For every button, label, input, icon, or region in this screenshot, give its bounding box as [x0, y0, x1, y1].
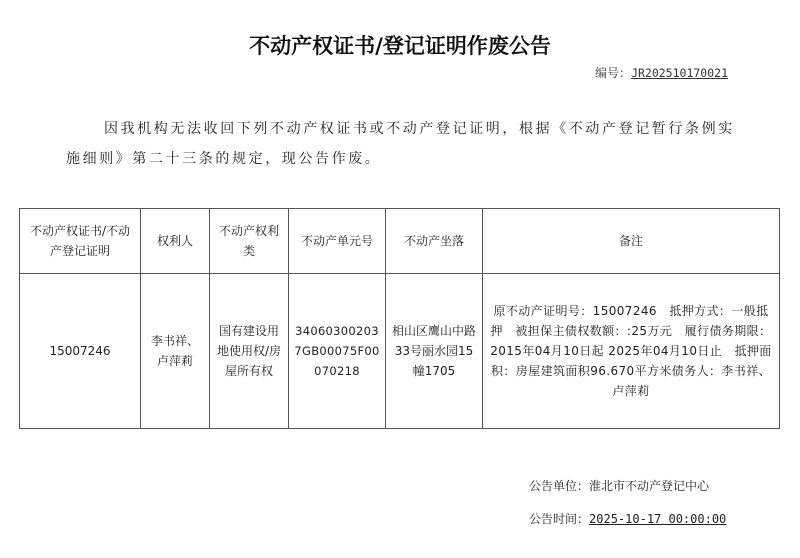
cell-holder: 李书祥、卢萍莉 — [141, 274, 210, 429]
notice-time — [529, 510, 726, 527]
cell-location: 相山区鹰山中路33号丽水园15幢1705 — [386, 274, 483, 429]
cell-unit-no: 340603002037GB00075F00070218 — [289, 274, 386, 429]
header-cert: 不动产权证书/不动产登记证明 — [20, 209, 141, 274]
header-remark: 备注 — [483, 209, 780, 274]
serial-label: 编号： — [595, 66, 632, 80]
notice-unit-label: 公告单位： — [529, 479, 590, 493]
notice-title: 不动产权证书/登记证明作废公告 — [249, 34, 551, 58]
serial-value: JR2025101700​21 — [631, 66, 728, 80]
header-right-type: 不动产权利类 — [210, 209, 289, 274]
notice-table — [19, 208, 780, 429]
notice-intro: 因我机构无法收回下列不动产权证书或不动产登记证明，根据《不动产登记暂行条例实施细则》第二十三条的规定，现公告作废。 — [66, 121, 735, 167]
header-unit-no: 不动产单元号 — [289, 209, 386, 274]
header-location: 不动产坐落 — [386, 209, 483, 274]
serial-number — [595, 64, 728, 81]
table-header-row — [20, 209, 780, 274]
notice-time-value: 2025-10-17 00:00:00 — [589, 512, 727, 526]
header-holder: 权利人 — [141, 209, 210, 274]
notice-unit — [529, 477, 709, 494]
cell-cert-no: 15007246 — [20, 274, 141, 429]
notice-unit-value: 淮北市不动产登记中心 — [589, 479, 710, 493]
cell-remark: 原不动产证明号：15007246 抵押方式：一般抵押 被担保主债权数额：:25万元 履行债务期限：2015年04月10日起 2025年04月10日止 抵押面积：房屋建筑面积96.670平方米债务人：李书祥、卢萍莉 — [483, 274, 780, 429]
cell-right-type: 国有建设用地使用权/房屋所有权 — [210, 274, 289, 429]
notice-time-label: 公告时间： — [529, 512, 590, 526]
table-row — [20, 274, 780, 429]
